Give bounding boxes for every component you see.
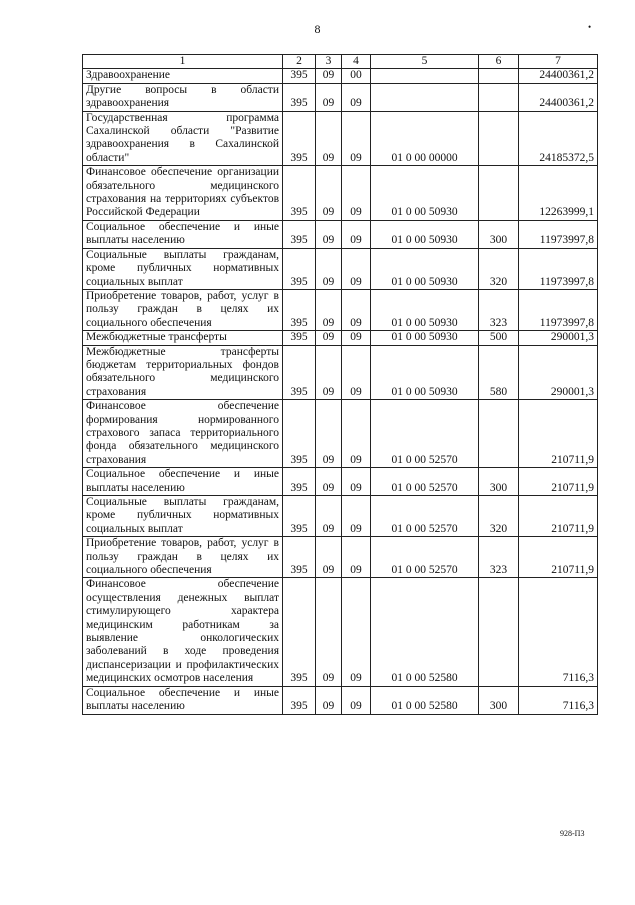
- admin-code-cell: 395: [283, 83, 316, 111]
- item-name-cell: Социальные выплаты гражданам, кроме публичных нормативных социальных выплат: [83, 496, 283, 537]
- admin-code-cell: 395: [283, 686, 316, 714]
- item-name-cell: Межбюджетные трансферты бюджетам территориальных фондов обязательного медицинского страхования: [83, 345, 283, 400]
- target-article-code-cell: 01 0 00 50930: [371, 345, 479, 400]
- section-code-cell: 09: [316, 468, 342, 496]
- subsection-code-cell: 09: [342, 400, 371, 468]
- column-header-5: 5: [371, 55, 479, 69]
- item-name-cell: Финансовое обеспечение осуществления денежных выплат стимулирующего характера медицинским работникам за выявление онкологических заболеваний в ходе проведения диспансеризации и профилактических медицинских осмотров населения: [83, 578, 283, 686]
- budget-table: [82, 54, 598, 715]
- section-code-cell: 09: [316, 537, 342, 578]
- admin-code-cell: 395: [283, 578, 316, 686]
- target-article-code-cell: 01 0 00 52570: [371, 468, 479, 496]
- expense-type-code-cell: [479, 166, 519, 221]
- expense-type-code-cell: [479, 69, 519, 83]
- expense-type-code-cell: [479, 578, 519, 686]
- admin-code-cell: 395: [283, 496, 316, 537]
- admin-code-cell: 395: [283, 248, 316, 289]
- target-article-code-cell: 01 0 00 50930: [371, 331, 479, 345]
- column-header-3: 3: [316, 55, 342, 69]
- subsection-code-cell: 09: [342, 220, 371, 248]
- target-article-code-cell: 01 0 00 50930: [371, 248, 479, 289]
- expense-type-code-cell: 500: [479, 331, 519, 345]
- target-article-code-cell: [371, 83, 479, 111]
- item-name-cell: Межбюджетные трансферты: [83, 331, 283, 345]
- item-name-cell: Здравоохранение: [83, 69, 283, 83]
- item-name-cell: Финансовое обеспечение формирования нормированного страхового запаса территориального фонда обязательного медицинского страхования: [83, 400, 283, 468]
- amount-cell: 290001,3: [519, 345, 598, 400]
- item-name-cell: Приобретение товаров, работ, услуг в пользу граждан в целях их социального обеспечения: [83, 537, 283, 578]
- header-row: [83, 55, 598, 69]
- admin-code-cell: 395: [283, 468, 316, 496]
- subsection-code-cell: 00: [342, 69, 371, 83]
- section-code-cell: 09: [316, 331, 342, 345]
- table-row: [83, 537, 598, 578]
- subsection-code-cell: 09: [342, 496, 371, 537]
- amount-cell: 210711,9: [519, 537, 598, 578]
- subsection-code-cell: 09: [342, 83, 371, 111]
- table-body: [83, 69, 598, 714]
- target-article-code-cell: 01 0 00 52580: [371, 686, 479, 714]
- item-name-cell: Социальные выплаты гражданам, кроме публичных нормативных социальных выплат: [83, 248, 283, 289]
- expense-type-code-cell: 323: [479, 537, 519, 578]
- column-header-2: 2: [283, 55, 316, 69]
- expense-type-code-cell: 323: [479, 289, 519, 330]
- item-name-cell: Государственная программа Сахалинской области "Развитие здравоохранения в Сахалинской области": [83, 111, 283, 166]
- amount-cell: 11973997,8: [519, 220, 598, 248]
- section-code-cell: 09: [316, 166, 342, 221]
- target-article-code-cell: 01 0 00 50930: [371, 289, 479, 330]
- document-code: 928-П3: [560, 829, 585, 838]
- target-article-code-cell: 01 0 00 52570: [371, 537, 479, 578]
- subsection-code-cell: 09: [342, 111, 371, 166]
- amount-cell: 290001,3: [519, 331, 598, 345]
- amount-cell: 24400361,2: [519, 83, 598, 111]
- target-article-code-cell: 01 0 00 52570: [371, 496, 479, 537]
- item-name-cell: Другие вопросы в области здравоохранения: [83, 83, 283, 111]
- item-name-cell: Социальное обеспечение и иные выплаты населению: [83, 468, 283, 496]
- section-code-cell: 09: [316, 400, 342, 468]
- amount-cell: 210711,9: [519, 468, 598, 496]
- page-number: 8: [314, 22, 321, 36]
- item-name-cell: Финансовое обеспечение организации обязательного медицинского страхования на территориях субъектов Российской Федерации: [83, 166, 283, 221]
- corner-mark: •: [588, 22, 592, 32]
- subsection-code-cell: 09: [342, 537, 371, 578]
- section-code-cell: 09: [316, 345, 342, 400]
- section-code-cell: 09: [316, 686, 342, 714]
- admin-code-cell: 395: [283, 400, 316, 468]
- table-row: [83, 166, 598, 221]
- table-row: [83, 578, 598, 686]
- expense-type-code-cell: 320: [479, 496, 519, 537]
- table-row: [83, 69, 598, 83]
- column-header-7: 7: [519, 55, 598, 69]
- table-row: [83, 400, 598, 468]
- admin-code-cell: 395: [283, 345, 316, 400]
- table-header: [83, 55, 598, 69]
- section-code-cell: 09: [316, 220, 342, 248]
- table-row: [83, 345, 598, 400]
- expense-type-code-cell: 300: [479, 220, 519, 248]
- admin-code-cell: 395: [283, 166, 316, 221]
- table-row: [83, 496, 598, 537]
- expense-type-code-cell: 300: [479, 686, 519, 714]
- section-code-cell: 09: [316, 83, 342, 111]
- amount-cell: 210711,9: [519, 496, 598, 537]
- admin-code-cell: 395: [283, 220, 316, 248]
- amount-cell: 11973997,8: [519, 289, 598, 330]
- subsection-code-cell: 09: [342, 166, 371, 221]
- subsection-code-cell: 09: [342, 331, 371, 345]
- subsection-code-cell: 09: [342, 248, 371, 289]
- section-code-cell: 09: [316, 69, 342, 83]
- amount-cell: 24400361,2: [519, 69, 598, 83]
- admin-code-cell: 395: [283, 111, 316, 166]
- subsection-code-cell: 09: [342, 468, 371, 496]
- admin-code-cell: 395: [283, 69, 316, 83]
- admin-code-cell: 395: [283, 331, 316, 345]
- table-row: [83, 248, 598, 289]
- target-article-code-cell: 01 0 00 00000: [371, 111, 479, 166]
- column-header-1: 1: [83, 55, 283, 69]
- section-code-cell: 09: [316, 578, 342, 686]
- table-row: [83, 331, 598, 345]
- amount-cell: 210711,9: [519, 400, 598, 468]
- target-article-code-cell: 01 0 00 50930: [371, 166, 479, 221]
- admin-code-cell: 395: [283, 289, 316, 330]
- amount-cell: 7116,3: [519, 578, 598, 686]
- section-code-cell: 09: [316, 289, 342, 330]
- target-article-code-cell: 01 0 00 52570: [371, 400, 479, 468]
- subsection-code-cell: 09: [342, 289, 371, 330]
- expense-type-code-cell: 300: [479, 468, 519, 496]
- target-article-code-cell: [371, 69, 479, 83]
- table-row: [83, 686, 598, 714]
- column-header-4: 4: [342, 55, 371, 69]
- item-name-cell: Социальное обеспечение и иные выплаты населению: [83, 686, 283, 714]
- item-name-cell: Приобретение товаров, работ, услуг в пользу граждан в целях их социального обеспечения: [83, 289, 283, 330]
- table-row: [83, 220, 598, 248]
- table-row: [83, 111, 598, 166]
- amount-cell: 12263999,1: [519, 166, 598, 221]
- subsection-code-cell: 09: [342, 345, 371, 400]
- expense-type-code-cell: [479, 111, 519, 166]
- expense-type-code-cell: 320: [479, 248, 519, 289]
- table-row: [83, 83, 598, 111]
- target-article-code-cell: 01 0 00 50930: [371, 220, 479, 248]
- table-row: [83, 468, 598, 496]
- section-code-cell: 09: [316, 248, 342, 289]
- item-name-cell: Социальное обеспечение и иные выплаты населению: [83, 220, 283, 248]
- subsection-code-cell: 09: [342, 578, 371, 686]
- amount-cell: 7116,3: [519, 686, 598, 714]
- amount-cell: 24185372,5: [519, 111, 598, 166]
- target-article-code-cell: 01 0 00 52580: [371, 578, 479, 686]
- section-code-cell: 09: [316, 496, 342, 537]
- expense-type-code-cell: [479, 83, 519, 111]
- subsection-code-cell: 09: [342, 686, 371, 714]
- section-code-cell: 09: [316, 111, 342, 166]
- expense-type-code-cell: 580: [479, 345, 519, 400]
- column-header-6: 6: [479, 55, 519, 69]
- admin-code-cell: 395: [283, 537, 316, 578]
- table-row: [83, 289, 598, 330]
- amount-cell: 11973997,8: [519, 248, 598, 289]
- expense-type-code-cell: [479, 400, 519, 468]
